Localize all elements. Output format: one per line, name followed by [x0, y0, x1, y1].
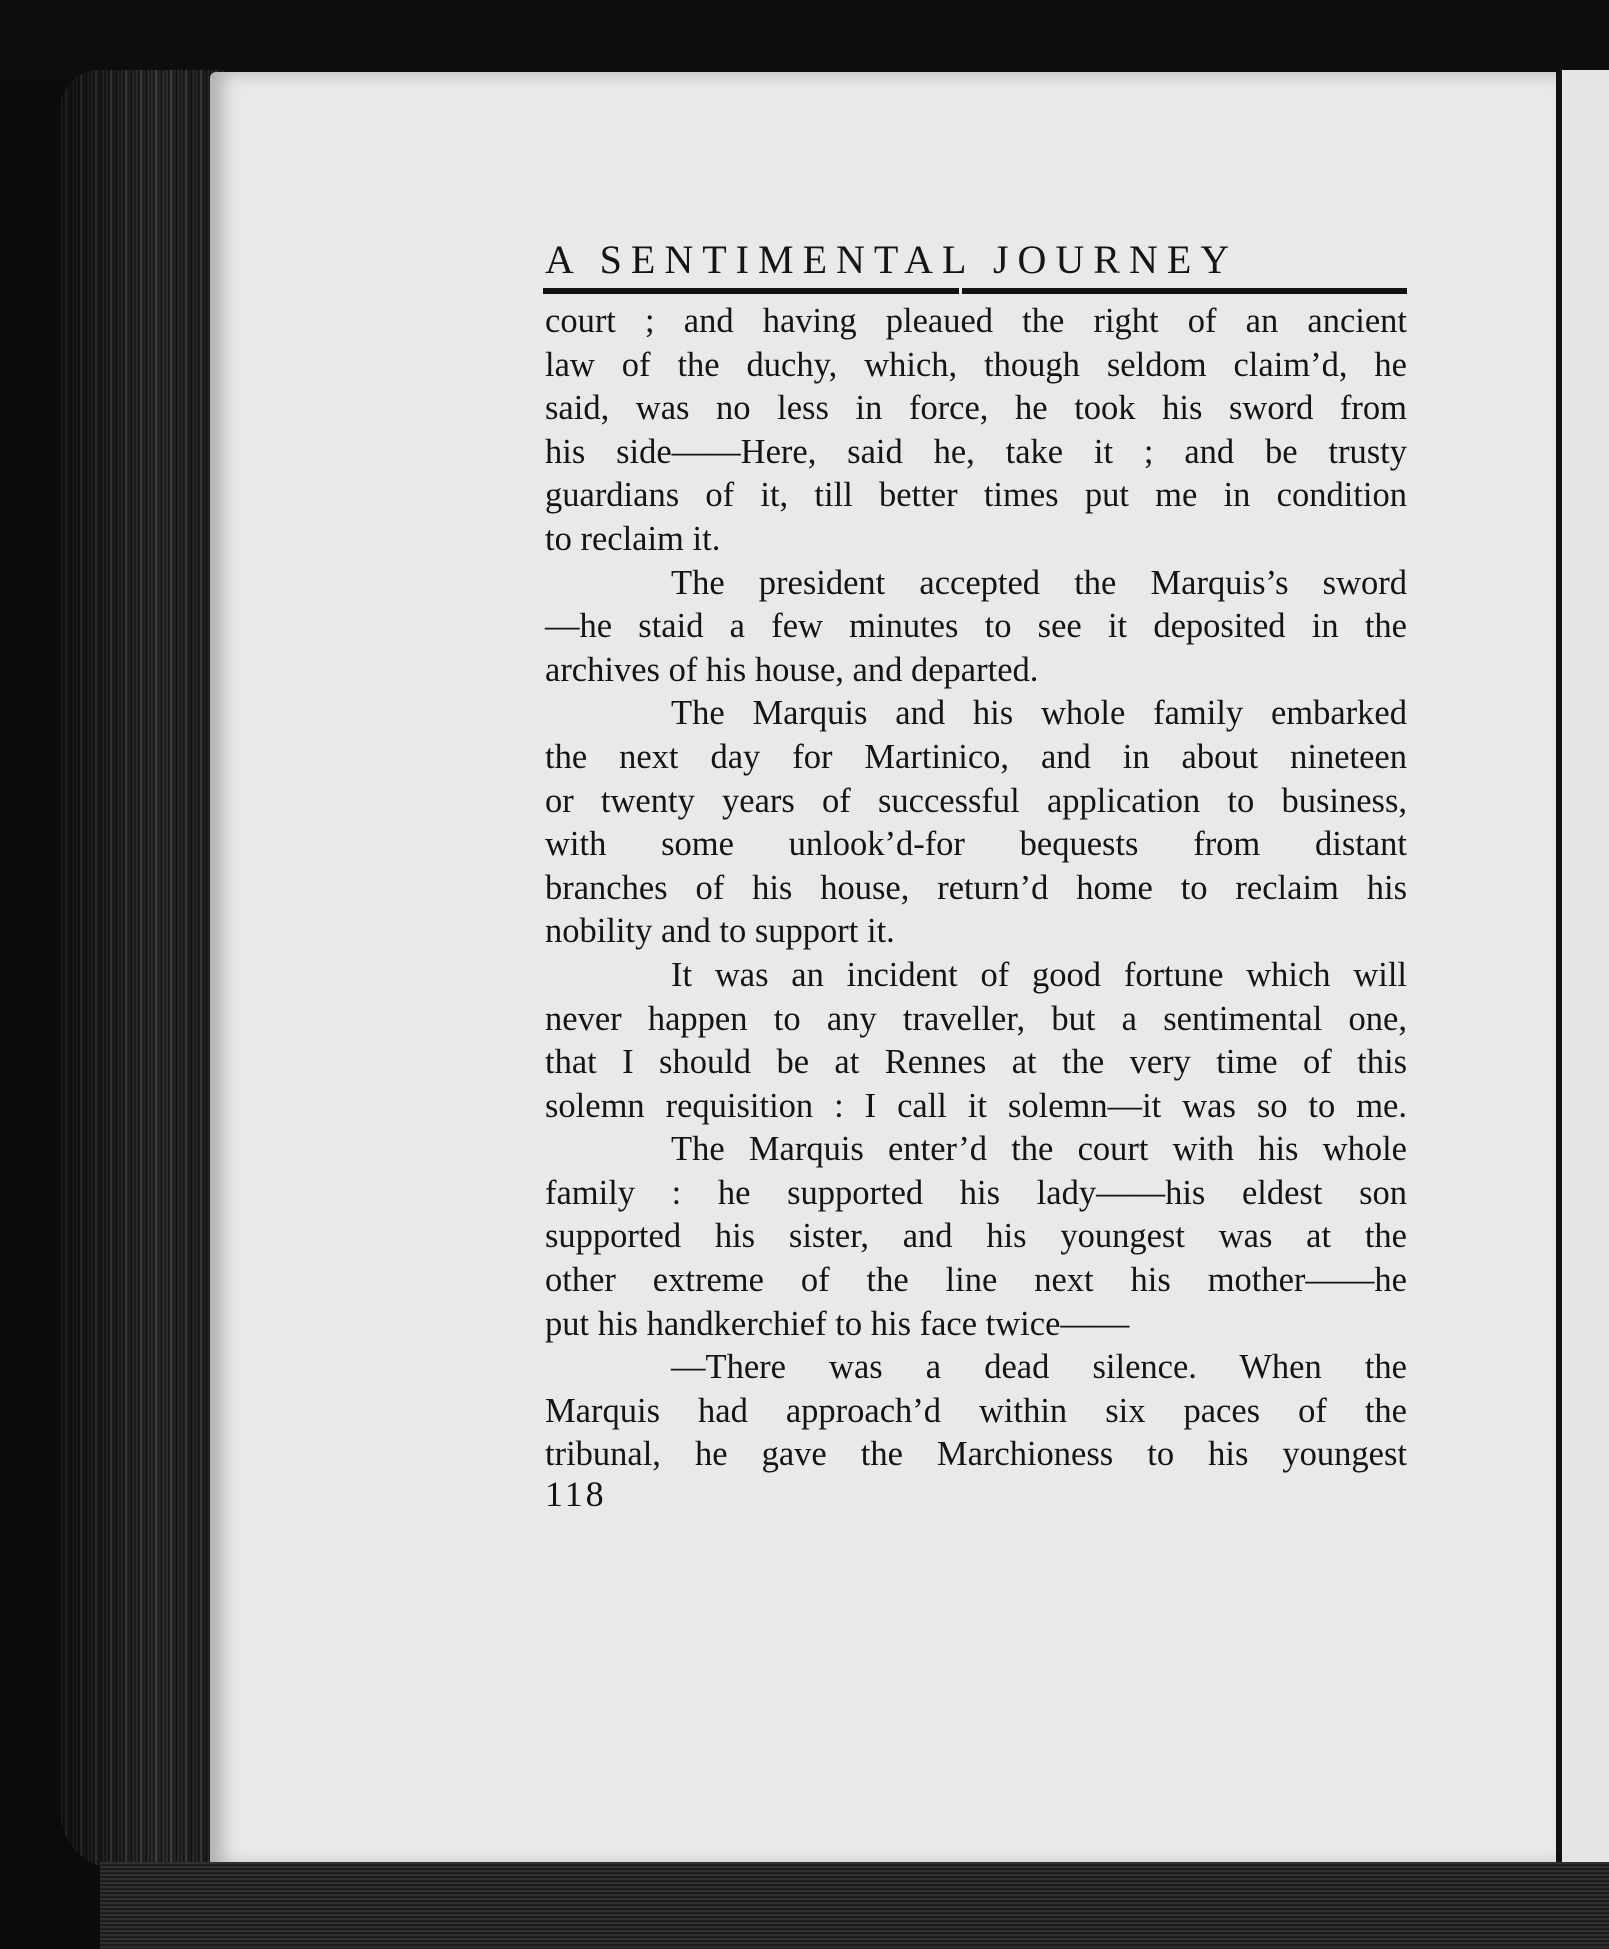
text-line: archives of his house, and departed.: [545, 650, 1039, 689]
text-line: The Marquis enter’d the court with his whole: [671, 1130, 1407, 1169]
text-line: guardians of it, till better times put me in condition: [545, 476, 1407, 515]
text-line: branches of his house, return’d home to reclaim his: [545, 868, 1407, 907]
text-line: —he staid a few minutes to see it deposited in the: [545, 607, 1407, 646]
text-line: law of the duchy, which, though seldom claim’d, he: [545, 345, 1407, 384]
text-line: other extreme of the line next his mother——he: [545, 1261, 1407, 1300]
scan-border-top: [0, 0, 1609, 80]
text-line: to reclaim it.: [545, 519, 721, 558]
text-line: It was an incident of good fortune which will: [671, 955, 1407, 994]
book-page-edges-shadow: [60, 70, 225, 1870]
text-line: never happen to any traveller, but a sentimental one,: [545, 999, 1407, 1038]
text-line: —There was a dead silence. When the: [671, 1348, 1407, 1387]
text-line: the next day for Martinico, and in about nineteen: [545, 737, 1407, 776]
text-line: The president accepted the Marquis’s sword: [671, 563, 1407, 602]
running-head: A SENTIMENTAL JOURNEY: [545, 237, 1239, 282]
running-head-rule-left: [543, 288, 959, 294]
text-line: Marquis had approach’d within six paces of the: [545, 1391, 1407, 1430]
text-line: solemn requisition : I call it solemn—it was so to me.: [545, 1086, 1407, 1125]
facing-page-edge: [1562, 70, 1609, 1870]
text-line: court ; and having pleaued the right of an ancient: [545, 302, 1407, 340]
text-line: supported his sister, and his youngest was at the: [545, 1217, 1407, 1256]
text-line: said, was no less in force, he took his sword from: [545, 389, 1407, 428]
text-line: his side——Here, said he, take it ; and be trusty: [545, 432, 1407, 471]
book-bottom-edge: [100, 1862, 1609, 1949]
text-line: put his handkerchief to his face twice——: [545, 1304, 1130, 1343]
text-line: with some unlook’d-for bequests from distant: [545, 825, 1407, 864]
text-line: nobility and to support it.: [545, 912, 895, 951]
text-line: or twenty years of successful application to business,: [545, 781, 1407, 820]
text-line: The Marquis and his whole family embarked: [671, 694, 1407, 733]
running-head-rule-right: [962, 288, 1407, 294]
text-line: that I should be at Rennes at the very time of this: [545, 1043, 1407, 1082]
text-line: family : he supported his lady——his eldest son: [545, 1173, 1407, 1212]
text-line: tribunal, he gave the Marchioness to his youngest: [545, 1435, 1407, 1474]
body-text: [545, 300, 1407, 1477]
page-number: 118: [545, 1474, 607, 1514]
